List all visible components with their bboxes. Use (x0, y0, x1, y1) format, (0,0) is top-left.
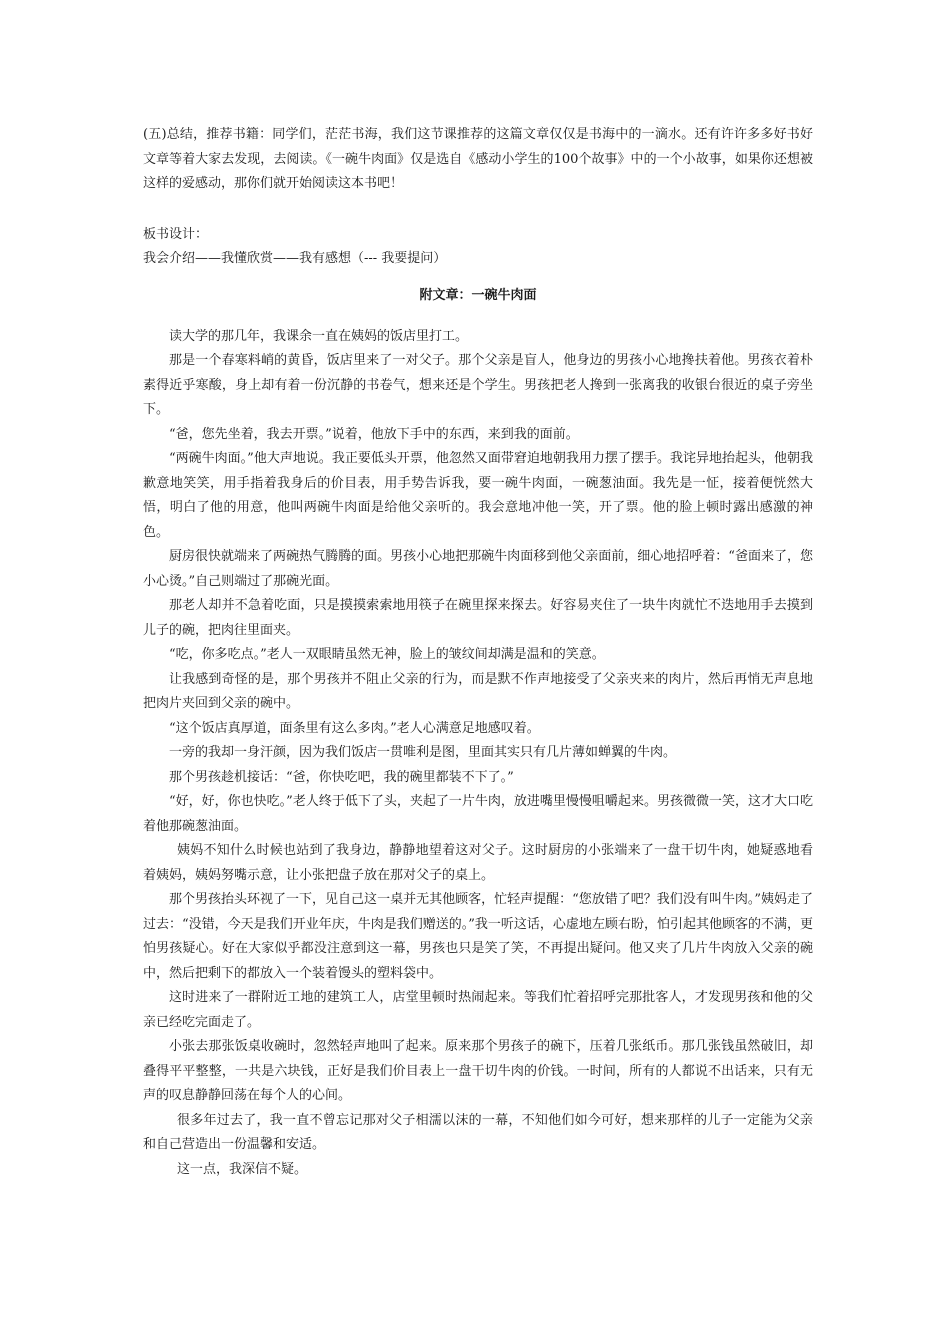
article-paragraph: 这一点，我深信不疑。 (177, 1161, 308, 1177)
board-design-content: 我会介绍——我懂欣赏——我有感想（--- 我要提问） (143, 251, 447, 266)
article-paragraph: 厨房很快就端来了两碗热气腾腾的面。男孩小心地把那碗牛肉面移到他父亲面前，细心地招呼着：“爸面来了，您小心烫。”自己则端过了那碗光面。 (143, 549, 813, 589)
article-paragraph: 那个男孩抬头环视了一下，见自己这一桌并无其他顾客，忙轻声提醒：“您放错了吧？我们没有叫牛肉。”姨妈走了过去：“没错，今天是我们开业年庆，牛肉是我们赠送的。”我一听这话，心虚地左顾右盼，怕引起其他顾客的不满，更怕男孩疑心。好在大家似乎都没注意到这一幕，男孩也只是笑了笑，不再提出疑问。他又夹了几片牛肉放入父亲的碗中，然后把剩下的都放入一个装着馒头的塑料袋中。 (143, 892, 813, 981)
board-design-label: 板书设计： (143, 226, 209, 242)
article-paragraph: 那老人却并不急着吃面，只是摸摸索索地用筷子在碗里探来探去。好容易夹住了一块牛肉就忙不迭地用手去摸到儿子的碗，把肉往里面夹。 (143, 598, 813, 638)
article-paragraph: “吃，你多吃点。”老人一双眼睛虽然无神，脸上的皱纹间却满是温和的笑意。 (169, 647, 605, 662)
article-paragraph: “爸，您先坐着，我去开票。”说着，他放下手中的东西，来到我的面前。 (169, 426, 579, 442)
article-paragraph: 小张去那张饭桌收碗时，忽然轻声地叫了起来。原来那个男孩子的碗下，压着几张纸币。那几张钱虽然破旧，却叠得平平整整，一共是六块钱，正好是我们价目表上一盘干切牛肉的价钱。一时间，所有的人都说不出话来，只有无声的叹息静静回荡在每个人的心间。 (143, 1039, 813, 1103)
article-paragraph: “好，好，你也快吃。”老人终于低下了头，夹起了一片牛肉，放进嘴里慢慢咀嚼起来。男孩微微一笑，这才大口吃着他那碗葱油面。 (143, 794, 813, 834)
article-paragraph: “这个饭店真厚道，面条里有这么多肉。”老人心满意足地感叹着。 (169, 720, 540, 736)
article-paragraph: 很多年过去了，我一直不曾忘记那对父子相濡以沫的一幕，不知他们如今可好，想来那样的儿子一定能为父亲和自己营造出一份温馨和安适。 (143, 1112, 813, 1152)
document-body (143, 123, 813, 1182)
summary-paragraph: (五)总结，推荐书籍：同学们，茫茫书海，我们这节课推荐的这篇文章仅仅是书海中的一滴水。还有许许多多好书好文章等着大家去发现，去阅读。《一碗牛肉面》仅是选自《感动小学生的100个故事》中的一个小故事，如果你还想被这样的爱感动，那你们就开始阅读这本书吧！ (143, 127, 813, 191)
article-title: 附文章：一碗牛肉面 (419, 287, 537, 303)
article-paragraph: 读大学的那几年，我课余一直在姨妈的饭店里打工。 (169, 328, 469, 344)
article-paragraph: 这时进来了一群附近工地的建筑工人，店堂里顿时热闹起来。等我们忙着招呼完那批客人，才发现男孩和他的父亲已经吃完面走了。 (143, 990, 813, 1030)
article-paragraph: 那个男孩趁机接话：“爸，你快吃吧，我的碗里都装不下了。” (169, 769, 514, 785)
article-paragraph: “两碗牛肉面。”他大声地说。我正要低头开票，他忽然又面带窘迫地朝我用力摆了摆手。我诧异地抬起头，他朝我歉意地笑笑，用手指着我身后的价目表，用手势告诉我，要一碗牛肉面，一碗葱油面。我先是一怔，接着便恍然大悟，明白了他的用意，他叫两碗牛肉面是给他父亲听的。我会意地冲他一笑，开了票。他的脸上顿时露出感激的神色。 (143, 451, 813, 540)
article-paragraph: 姨妈不知什么时候也站到了我身边，静静地望着这对父子。这时厨房的小张端来了一盘干切牛肉，她疑惑地看着姨妈，姨妈努嘴示意，让小张把盘子放在那对父子的桌上。 (143, 843, 813, 883)
article-paragraph: 让我感到奇怪的是，那个男孩并不阻止父亲的行为，而是默不作声地接受了父亲夹来的肉片，然后再悄无声息地把肉片夹回到父亲的碗中。 (143, 671, 813, 711)
article-paragraph: 那是一个春寒料峭的黄昏，饭店里来了一对父子。那个父亲是盲人，他身边的男孩小心地搀扶着他。男孩衣着朴素得近乎寒酸，身上却有着一份沉静的书卷气，想来还是个学生。男孩把老人搀到一张离我的收银台很近的桌子旁坐下。 (143, 353, 813, 417)
article-paragraph: 一旁的我却一身汗颜，因为我们饭店一贯唯利是图，里面其实只有几片薄如蝉翼的牛肉。 (169, 745, 677, 760)
